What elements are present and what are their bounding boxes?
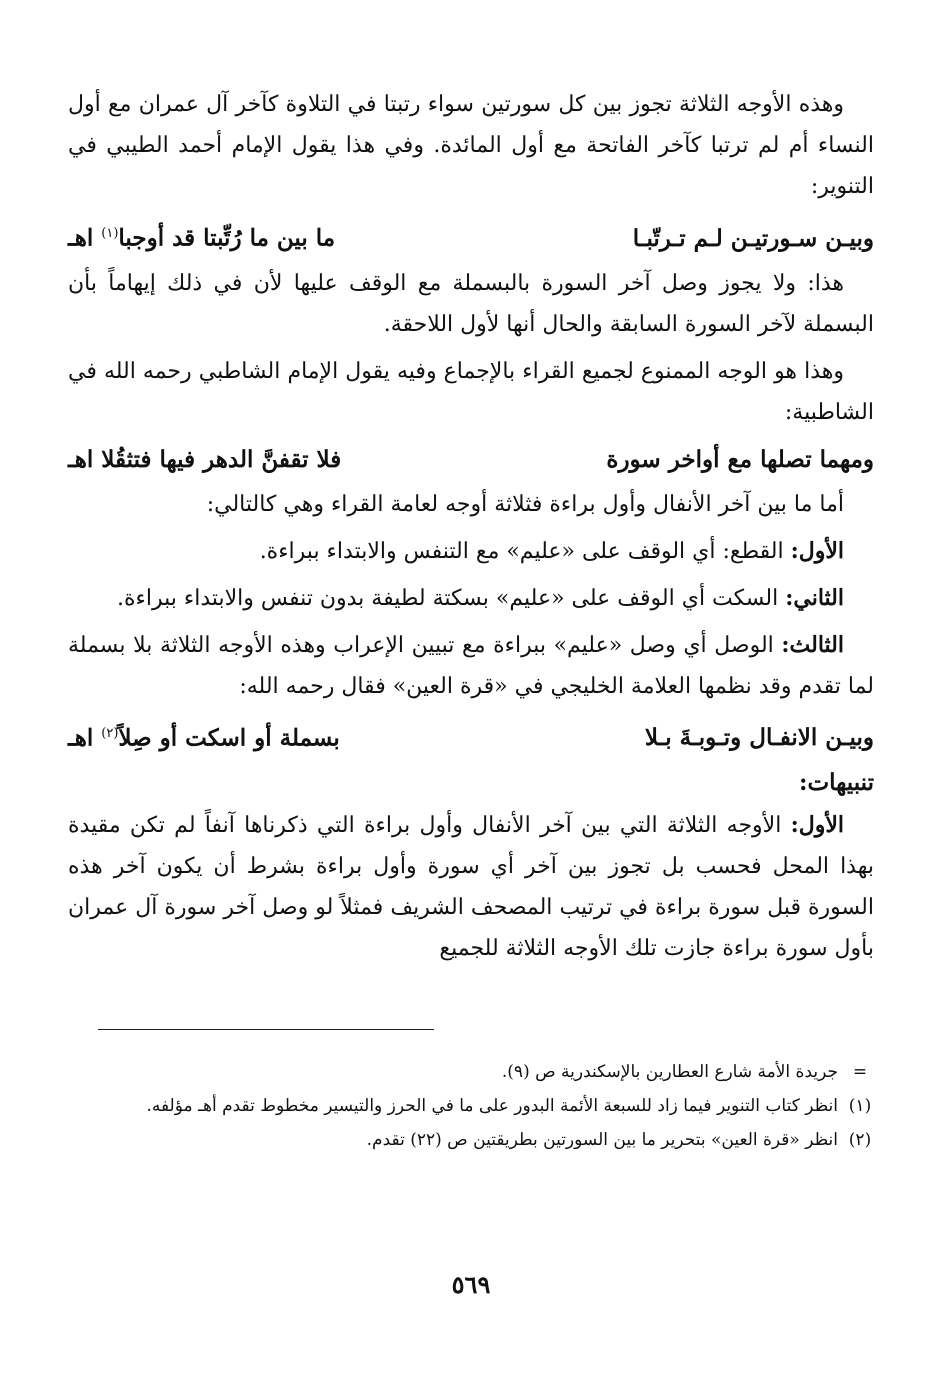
verse-line-3 bbox=[68, 713, 874, 759]
item-third bbox=[68, 625, 874, 707]
paragraph-warning: هذا: ولا يجوز وصل آخر السورة بالبسملة مع الوقف عليها لأن في ذلك إيهاماً بأن البسملة لآخر السورة السابقة والحال أنها لأول اللاحقة. bbox=[68, 270, 874, 337]
paragraph-intro: وهذه الأوجه الثلاثة تجوز بين كل سورتين سواء رتبتا في التلاوة كآخر آل عمران مع أول النساء أم لم ترتبا كآخر الفاتحة مع أول المائدة. وفي هذا يقول الإمام أحمد الطيبي في التنوير: bbox=[68, 92, 874, 199]
paragraph-anfal: أما ما بين آخر الأنفال وأول براءة فثلاثة أوجه لعامة القراء وهي كالتالي: bbox=[206, 491, 844, 517]
verse-line-1 bbox=[68, 213, 874, 259]
footnote-ref-1: (١) bbox=[101, 226, 119, 241]
item-second-label: الثاني: bbox=[785, 584, 844, 611]
verse-line-2 bbox=[68, 439, 874, 480]
verse-1-second-hemistich: ما بين ما رُتِّبتا قد أوجبا$^{(١)}$ اهـ bbox=[68, 224, 336, 252]
item-first-label: الأول: bbox=[790, 537, 844, 564]
verse-2-second-hemistich: فلا تقفنَّ الدهر فيها فتثقُلا اهـ bbox=[68, 445, 342, 473]
footnote-divider bbox=[98, 1029, 434, 1030]
item-second bbox=[68, 578, 874, 619]
notes-heading: تنبيهات: bbox=[799, 769, 874, 797]
note-first-label: الأول: bbox=[790, 812, 844, 839]
footnote-1 bbox=[68, 1089, 882, 1123]
footnote-text: جريدة الأمة شارع العطارين بالإسكندرية ص (٩). bbox=[501, 1062, 838, 1082]
verse-2-first-hemistich: ومهما تصلها مع أواخر سورة bbox=[606, 445, 874, 473]
footnote-2 bbox=[68, 1123, 882, 1157]
item-second-text: السكت أي الوقف على «عليم» بسكتة لطيفة بدون تنفس والابتداء ببراءة. bbox=[117, 585, 779, 611]
main-text bbox=[68, 84, 874, 975]
verse-3-first-hemistich: وبيـن الانفـال وتـوبـةَ بـلا bbox=[644, 724, 874, 752]
item-third-text: الوصل أي وصل «عليم» ببراءة مع تبيين الإعراب وهذه الأوجه الثلاثة بلا بسملة لما تقدم وقد نظمها العلامة الخليجي في «قرة العين» فقال رحمه الله: bbox=[68, 632, 874, 699]
note-first bbox=[68, 805, 874, 969]
note-first-text: الأوجه الثلاثة التي بين آخر الأنفال وأول براءة التي ذكرناها آنفاً لم تكن مقيدة بهذا المحل فحسب بل تجوز بين آخر أي سورة وأول براءة بشرط أن يكون آخر هذه السورة قبل سورة براءة في ترتيب المصحف الشريف فمثلاً لو وصل آخر سورة آل عمران بأول سورة براءة جازت تلك الأوجه الثلاثة للجميع bbox=[68, 813, 874, 962]
item-third-label: الثالث: bbox=[781, 631, 844, 658]
footnote-mark: = bbox=[852, 1062, 868, 1082]
footnote-mark: (٢) bbox=[848, 1130, 872, 1150]
footnote-continued bbox=[68, 1055, 882, 1089]
footnote-text: انظر كتاب التنوير فيما زاد للسبعة الأئمة البدور على ما في الحرز والتيسير مخطوط تقدم أهـ مؤلفه. bbox=[146, 1096, 838, 1116]
paragraph-shatibi: وهذا هو الوجه الممنوع لجميع القراء بالإجماع وفيه يقول الإمام الشاطبي رحمه الله في الشاطبية: bbox=[68, 358, 874, 425]
page-number: ٥٦٩ bbox=[451, 1270, 491, 1299]
footnote-ref-2: (٢) bbox=[101, 725, 119, 741]
item-first bbox=[68, 531, 874, 572]
footnote-text: انظر «قرة العين» بتحرير ما بين السورتين بطريقتين ص (٢٢) تقدم. bbox=[366, 1130, 838, 1150]
footnote-mark: (١) bbox=[848, 1096, 872, 1116]
item-first-text: القطع: أي الوقف على «عليم» مع التنفس والابتداء ببراءة. bbox=[259, 538, 784, 564]
verse-3-second-hemistich: بسملة أو اسكت أو صِلاً$^{(٢)}$ اهـ bbox=[68, 724, 340, 752]
verse-1-first-hemistich: وبيـن سـورتيـن لـم تـرتّبـا bbox=[632, 224, 874, 252]
footnotes bbox=[68, 1055, 882, 1157]
